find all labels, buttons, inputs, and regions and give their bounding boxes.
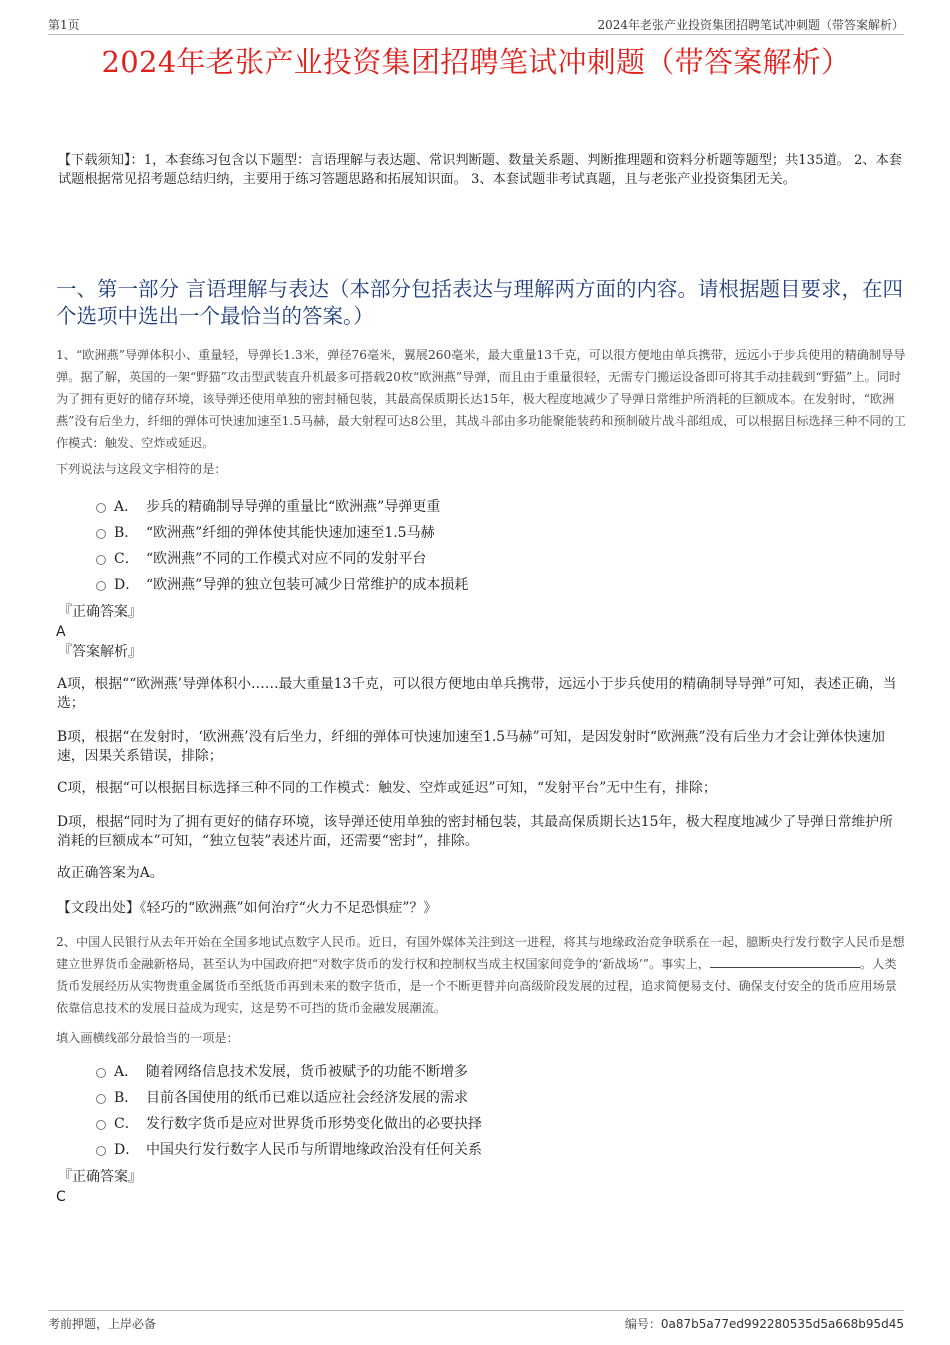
option-label: C． [114, 1116, 139, 1132]
option-c[interactable] [96, 546, 896, 572]
radio-icon[interactable] [96, 529, 106, 539]
fill-blank [710, 955, 860, 968]
question-1-prompt: 下列说法与这段文字相符的是： [56, 462, 227, 476]
option-text: 步兵的精确制导导弹的重量比“欧洲燕”导弹更重 [146, 499, 441, 515]
option-a[interactable] [96, 494, 896, 520]
page-number: 第1页 [48, 18, 80, 32]
question-1-options [96, 494, 896, 598]
radio-icon[interactable] [96, 581, 106, 591]
code-label: 编号： [624, 1317, 661, 1331]
option-d[interactable] [96, 572, 896, 598]
option-text: “欧洲燕”纤细的弹体使其能快速加速至1.5马赫 [146, 525, 435, 541]
page-footer [48, 1310, 904, 1335]
footer-code [625, 1315, 904, 1332]
question-2-options [96, 1059, 896, 1163]
option-text: “欧洲燕”导弹的独立包装可减少日常维护的成本损耗 [146, 577, 469, 593]
radio-icon[interactable] [96, 503, 106, 513]
option-d[interactable] [96, 1137, 896, 1163]
option-a[interactable] [96, 1059, 896, 1085]
radio-icon[interactable] [96, 1094, 106, 1104]
option-label: D． [114, 577, 140, 593]
code-value: 0a87b5a77ed992280535d5a668b95d45 [660, 1317, 904, 1331]
option-c[interactable] [96, 1111, 896, 1137]
analysis-heading: 『答案解析』 [58, 644, 142, 660]
option-text: “欧洲燕”不同的工作模式对应不同的发射平台 [146, 551, 427, 567]
option-label: B． [114, 1090, 139, 1106]
answer-heading: 『正确答案』 [58, 1169, 142, 1185]
header-doc-title: 2024年老张产业投资集团招聘笔试冲刺题（带答案解析） [597, 18, 904, 32]
option-b[interactable] [96, 1085, 896, 1111]
analysis-conclusion: 故正确答案为A。 [57, 865, 164, 881]
page-title: 2024年老张产业投资集团招聘笔试冲刺题（带答案解析） [101, 45, 851, 79]
answer-value: A [56, 624, 66, 640]
analysis-item: B项，根据“在发射时，‘欧洲燕’没有后坐力，纤细的弹体可快速加速至1.5马赫”可知，是因发射时“欧洲燕”没有后坐力才会让弹体快速加速，因果关系错误，排除； [57, 729, 885, 764]
analysis-item: D项，根据“同时为了拥有更好的储存环境，该导弹还使用单独的密封桶包装，其最高保质期长达15年，极大程度地减少了导弹日常维护所消耗的巨额成本”可知，“独立包装”表述片面，还需要“密封”，排除。 [57, 814, 893, 849]
page-header [48, 14, 904, 35]
option-label: C． [114, 551, 139, 567]
option-label: B． [114, 525, 139, 541]
footer-slogan: 考前押题，上岸必备 [48, 1317, 157, 1331]
answer-value: C [56, 1189, 66, 1205]
option-text: 中国央行发行数字人民币与所谓地缘政治没有任何关系 [146, 1142, 482, 1158]
option-text: 目前各国使用的纸币已难以适应社会经济发展的需求 [146, 1090, 468, 1106]
stem-text: 2、中国人民银行从去年开始在全国多地试点数字人民币。近日，有国外媒体关注到这一进程，将其与地缘政治竞争联系在一起，臆断央行发行数字人民币是想建立世界货币金融新格局，甚至认为中国政府把“对数字货币的发行权和控制权当成主权国家间竞争的‘新战场’”。事实上， [56, 935, 905, 971]
option-text: 随着网络信息技术发展，货币被赋予的功能不断增多 [146, 1064, 468, 1080]
radio-icon[interactable] [96, 555, 106, 565]
option-b[interactable] [96, 520, 896, 546]
answer-heading: 『正确答案』 [58, 604, 142, 620]
option-label: A． [114, 499, 139, 515]
radio-icon[interactable] [96, 1068, 106, 1078]
option-label: D． [114, 1142, 140, 1158]
option-text: 发行数字货币是应对世界货币形势变化做出的必要抉择 [146, 1116, 482, 1132]
option-label: A． [114, 1064, 139, 1080]
question-2-stem [56, 931, 906, 1019]
analysis-item: C项，根据“可以根据目标选择三种不同的工作模式：触发、空炸或延迟”可知，“发射平台”无中生有，排除； [57, 780, 717, 796]
radio-icon[interactable] [96, 1146, 106, 1156]
stem-text: 。人类货币发展经历从实物贵重金属货币至纸货币再到未来的数字货币，是一个不断更替并向高级阶段发展的过程，追求简便易支付、确保支付安全的货币应用场景依靠信息技术的发展日益成为现实，这是势不可挡的货币金融发展潮流。 [56, 957, 897, 1015]
question-2-prompt: 填入画横线部分最恰当的一项是： [56, 1031, 239, 1045]
radio-icon[interactable] [96, 1120, 106, 1130]
question-1-stem: 1、“欧洲燕”导弹体积小、重量轻，导弹长1.3米，弹径76毫米，翼展260毫米，最大重量13千克，可以很方便地由单兵携带，远远小于步兵使用的精确制导导弹。据了解，英国的一架“野猫”攻击型武装直升机最多可搭载20枚“欧洲燕”导弹，而且由于重量很轻，无需专门搬运设备即可将其手动挂载到“野猫”上。同时为了拥有更好的储存环境，该导弹还使用单独的密封桶包装，其最高保质期长达15年，极大程度地减少了导弹日常维护所消耗的巨额成本。在发射时，“欧洲燕”没有后坐力，纤细的弹体可快速加速至1.5马赫，最大射程可达8公里，其战斗部由多功能聚能装药和预制破片战斗部组成，可以根据目标选择三种不同的工作模式：触发、空炸或延迟。 [56, 348, 906, 450]
source-citation: 【文段出处】《轻巧的“欧洲燕”如何治疗“火力不足恐惧症”？》 [57, 900, 438, 916]
download-notice: 【下载须知】：1，本套练习包含以下题型：言语理解与表达题、常识判断题、数量关系题、判断推理题和资料分析题等题型；共135道。 2、本套试题根据常见招考题总结归纳，主要用于练习答题思路和拓展知识面。 3、本套试题非考试真题，且与老张产业投资集团无关。 [58, 153, 902, 187]
analysis-item: A项，根据““欧洲燕’导弹体积小……最大重量13千克，可以很方便地由单兵携带，远远小于步兵使用的精确制导导弹”可知，表述正确，当选； [57, 676, 897, 711]
section-title: 一、第一部分 言语理解与表达（本部分包括表达与理解两方面的内容。请根据题目要求，在四个选项中选出一个最恰当的答案。） [56, 277, 904, 328]
